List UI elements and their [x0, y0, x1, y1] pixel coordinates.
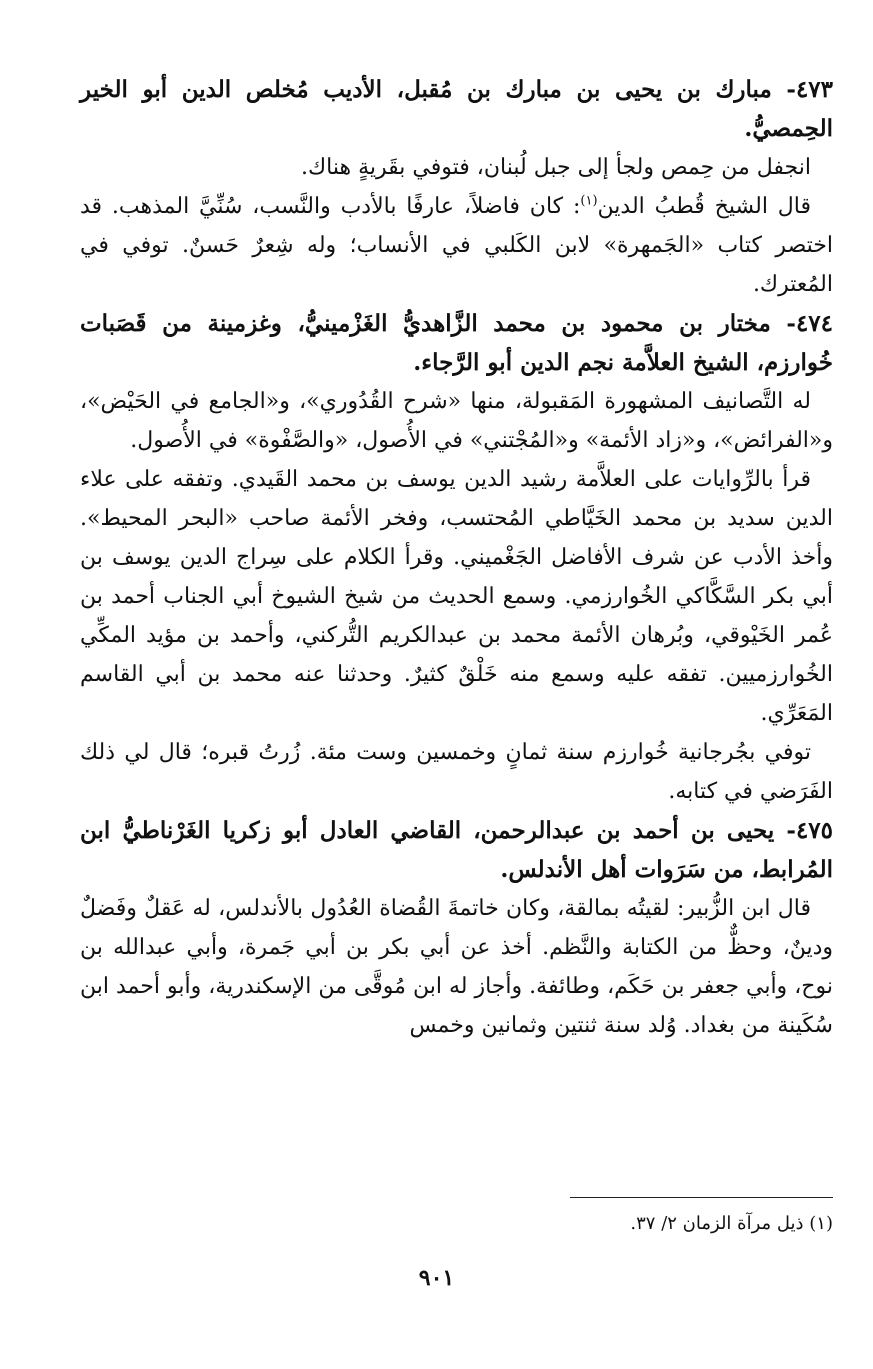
paragraph-text: قال الشيخ قُطبُ الدين	[597, 194, 811, 219]
entry-heading-475: ٤٧٥- يحيى بن أحمد بن عبدالرحمن، القاضي العادل أبو زكريا الغَرْناطيُّ ابن المُرابط، من سَرَوات أهل الأندلس.	[80, 817, 833, 883]
entry-paragraph: قال ابن الزُّبير: لقيتُه بمالقة، وكان خاتمةَ القُضاة العُدُول بالأندلس، له عَقلٌ وفَضلٌ ودينٌ، وحظٌّ من الكتابة والنَّظم. أخذ عن أبي بكر بن أبي جَمرة، وأبي عبدالله بن نوح، وأبي جعفر بن حَكَم، وطائفة. وأجاز له ابن مُوقَّى من الإسكندرية، وأبو أحمد ابن سُكَينة من بغداد. وُلد سنة ثنتين وثمانين وخمس	[80, 896, 833, 1038]
footnote: (١) ذيل مرآة الزمان ٢/ ٣٧.	[630, 1213, 833, 1234]
entry-heading-473: ٤٧٣- مبارك بن يحيى بن مبارك بن مُقبل، الأديب مُخلص الدين أبو الخير الحِمصيُّ.	[80, 76, 833, 142]
entry-paragraph: قرأ بالرِّوايات على العلاَّمة رشيد الدين يوسف بن محمد القَيدي. وتفقه على علاء الدين سديد بن محمد الخَيَّاطي المُحتسب، وفخر الأئمة صاحب «البحر المحيط». وأخذ الأدب عن شرف الأفاضل الجَغْميني. وقرأ الكلام على سِراج الدين يوسف بن أبي بكر السَّكَّاكي الخُوارزمي. وسمع الحديث من شيخ الشيوخ أبي الجناب أحمد بن عُمر الخَيْوقي، وبُرهان الأئمة محمد بن عبدالكريم التُّركني، وأحمد بن مؤيد المكِّي الخُوارزميين. تفقه عليه وسمع منه خَلْقٌ كثيرٌ. وحدثنا عنه محمد بن أبي القاسم المَعَرِّي.	[80, 467, 833, 726]
entry-paragraph: انجفل من حِمص ولجأ إلى جبل لُبنان، فتوفي بقَريةٍ هناك.	[301, 155, 811, 180]
entry-paragraph: له التَّصانيف المشهورة المَقبولة، منها «شرح القُدُوري»، و«الجامع في الحَيْض»، و«الفرائض»، و«زاد الأئمة» و«المُجْتني» في الأُصول، «والصَّفْوة» في الأُصول.	[80, 389, 833, 453]
footnote-divider	[570, 1197, 833, 1198]
entry-heading-474: ٤٧٤- مختار بن محمود بن محمد الزَّاهديُّ الغَزْمينيُّ، وغزمينة من قَصَبات خُوارزم، الشيخ العلاَّمة نجم الدين أبو الرَّجاء.	[80, 310, 833, 376]
page-body	[80, 70, 833, 1045]
footnote-marker[interactable]: (١)	[580, 193, 598, 209]
entry-paragraph-with-footnote	[80, 187, 833, 304]
entry-paragraph: توفي بجُرجانية خُوارزم سنة ثمانٍ وخمسين وست مئة. زُرتُ قبره؛ قال لي ذلك الفَرَضي في كتابه.	[80, 740, 833, 804]
page-number: ٩٠١	[418, 1265, 455, 1291]
paragraph-text: : كان فاضلاً، عارفًا بالأدب والنَّسب، سُنِّيَّ المذهب. قد اختصر كتاب «الجَمهرة» لابن الكَلبي في الأنساب؛ وله شِعرٌ حَسنٌ. توفي في المُعترك.	[80, 194, 833, 297]
